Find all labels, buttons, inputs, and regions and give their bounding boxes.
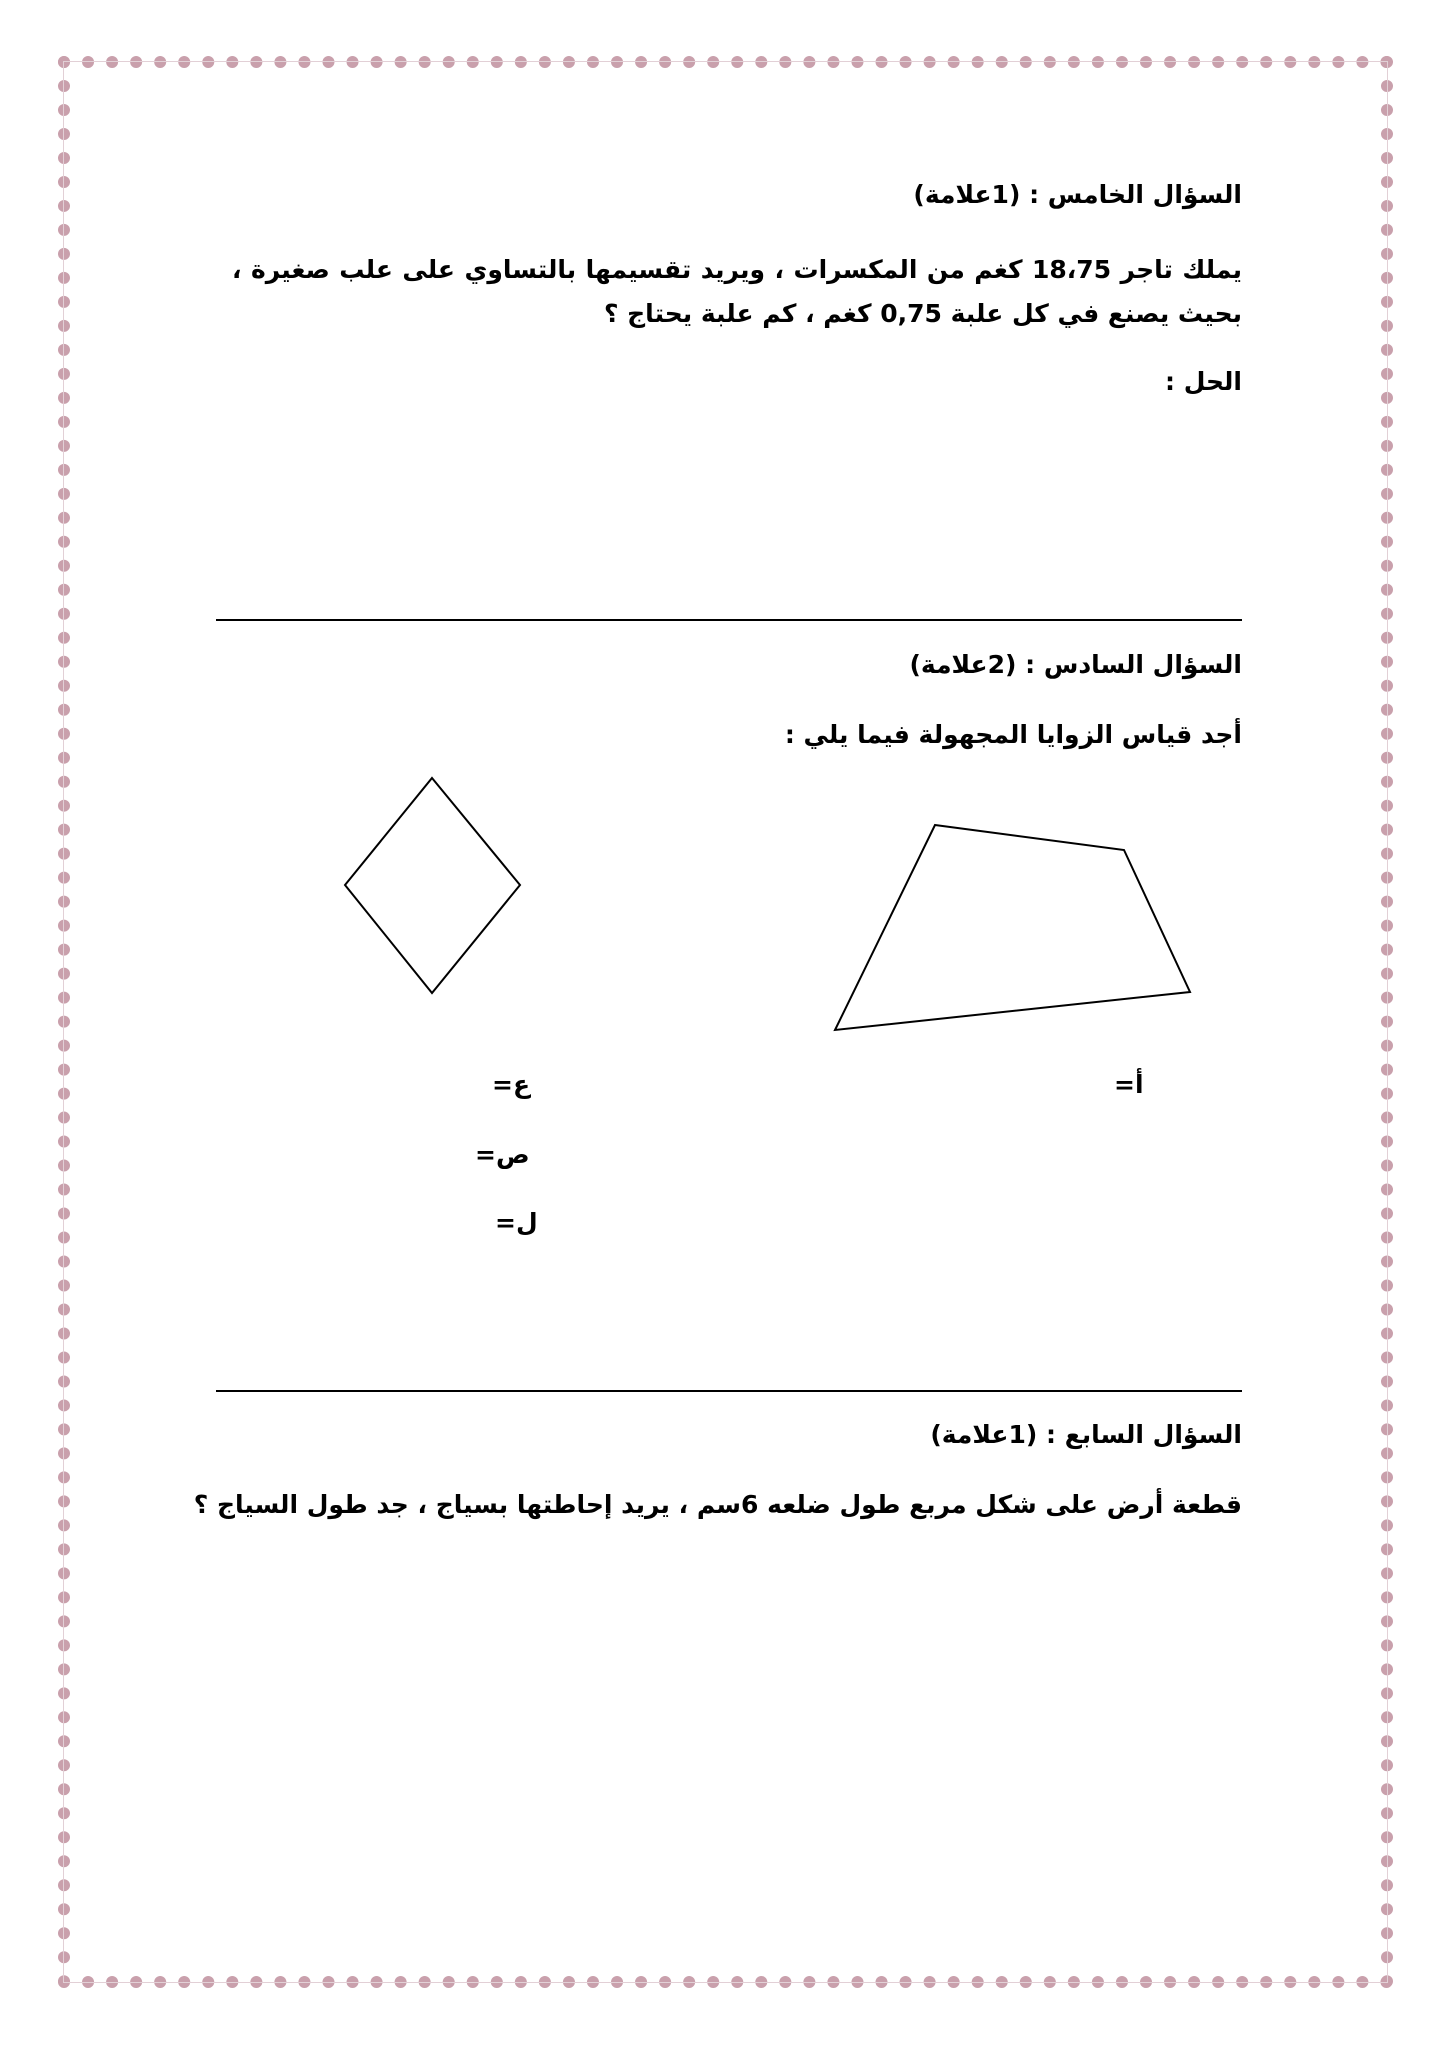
question-6-title: السؤال السادس : (2علامة) xyxy=(909,650,1242,679)
question-5-body: يملك تاجر 18،75 كغم من المكسرات ، ويريد تقسيمها بالتساوي على علب صغيرة ، بحيث يصنع في كل علبة 0,75 كغم ، كم علبة يحتاج ؟ xyxy=(232,255,1242,328)
question-7-body: قطعة أرض على شكل مربع طول ضلعه 6سم ، يريد إحاطتها بسياج ، جد طول السياج ؟ xyxy=(193,1490,1242,1519)
question-5-title: السؤال الخامس : (1علامة) xyxy=(913,180,1242,209)
question-7-title: السؤال السابع : (1علامة) xyxy=(930,1420,1242,1449)
answer-ain-label: ع= xyxy=(492,1070,531,1099)
question-5-solution-label: الحل : xyxy=(1165,367,1242,396)
answer-lam-label: ل= xyxy=(495,1208,538,1237)
quadrilateral-figure xyxy=(835,825,1190,1030)
answer-sad-label: ص= xyxy=(475,1140,530,1169)
section-divider-2 xyxy=(216,1390,1242,1392)
answer-a-label: أ= xyxy=(1114,1070,1144,1099)
rhombus-figure xyxy=(345,778,520,993)
question-6-instruction: أجد قياس الزوايا المجهولة فيما يلي : xyxy=(784,720,1242,749)
